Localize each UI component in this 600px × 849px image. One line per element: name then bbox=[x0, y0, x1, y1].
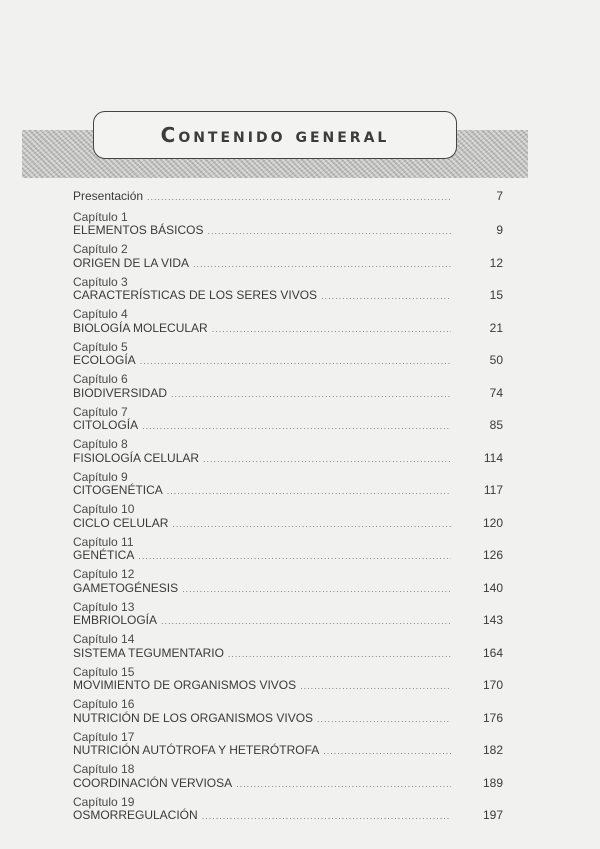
dot-leader bbox=[228, 648, 451, 662]
page-number: 9 bbox=[496, 223, 503, 237]
chapter-label: Capítulo 2 bbox=[73, 242, 128, 256]
dot-leader bbox=[236, 778, 451, 792]
page-number: 197 bbox=[482, 808, 503, 822]
chapter-label: Capítulo 13 bbox=[73, 599, 135, 614]
entry-title: CARACTERÍSTICAS DE LOS SERES VIVOS bbox=[73, 288, 318, 302]
toc-entry bbox=[73, 438, 503, 466]
page-number: 164 bbox=[482, 645, 503, 660]
page-number: 12 bbox=[489, 255, 503, 270]
entry-title: COORDINACIÓN VERVIOSA bbox=[73, 775, 233, 790]
page-number: 117 bbox=[483, 483, 503, 497]
toc-entry bbox=[73, 796, 503, 824]
title-box bbox=[93, 111, 457, 159]
toc-entry bbox=[73, 666, 503, 694]
entry-title: Presentación bbox=[73, 189, 144, 203]
dot-leader bbox=[161, 615, 451, 629]
toc-entry bbox=[73, 308, 503, 336]
dot-leader bbox=[167, 485, 451, 499]
dot-leader bbox=[147, 191, 451, 205]
entry-title: GENÉTICA bbox=[73, 548, 135, 562]
dot-leader bbox=[142, 420, 451, 434]
chapter-label: Capítulo 14 bbox=[73, 632, 135, 646]
toc-entry bbox=[73, 698, 503, 726]
dot-leader bbox=[321, 290, 451, 304]
entry-title: CITOGENÉTICA bbox=[73, 483, 163, 497]
dot-leader bbox=[202, 810, 451, 824]
chapter-label: Capítulo 15 bbox=[73, 664, 135, 679]
toc-entry bbox=[73, 601, 503, 629]
toc-entry bbox=[73, 373, 503, 401]
entry-title: FISIOLOGÍA CELULAR bbox=[73, 450, 200, 465]
dot-leader bbox=[203, 453, 451, 467]
chapter-label: Capítulo 19 bbox=[73, 794, 135, 809]
dot-leader bbox=[182, 583, 451, 597]
entry-title: SISTEMA TEGUMENTARIO bbox=[73, 645, 224, 660]
dot-leader bbox=[193, 258, 451, 272]
entry-title: CITOLOGÍA bbox=[73, 418, 139, 432]
entry-title: NUTRICIÓN DE LOS ORGANISMOS VIVOS bbox=[73, 710, 314, 725]
entry-title: NUTRICIÓN AUTÓTROFA Y HETERÓTROFA bbox=[73, 743, 320, 757]
page-number: 74 bbox=[489, 385, 503, 400]
entry-title: BIOLOGÍA MOLECULAR bbox=[73, 320, 208, 335]
chapter-label: Capítulo 11 bbox=[73, 534, 134, 549]
page-number: 143 bbox=[482, 613, 503, 627]
toc-entry bbox=[73, 211, 503, 239]
page-number: 21 bbox=[489, 320, 503, 335]
toc-entry bbox=[73, 633, 503, 661]
page-number: 7 bbox=[496, 189, 503, 203]
toc-entry bbox=[73, 406, 503, 434]
toc-entry bbox=[73, 190, 503, 205]
dot-leader bbox=[300, 680, 451, 694]
entry-title: MOVIMIENTO DE ORGANISMOS VIVOS bbox=[73, 678, 297, 692]
dot-leader bbox=[323, 745, 451, 759]
page-number: 120 bbox=[482, 515, 503, 530]
page-number: 15 bbox=[489, 288, 503, 302]
toc-entry bbox=[73, 471, 503, 499]
chapter-label: Capítulo 16 bbox=[73, 697, 135, 711]
chapter-label: Capítulo 5 bbox=[73, 339, 128, 354]
dot-leader bbox=[172, 518, 451, 532]
dot-leader bbox=[212, 323, 451, 337]
chapter-label: Capítulo 12 bbox=[73, 567, 135, 581]
entry-title: ELEMENTOS BÁSICOS bbox=[73, 223, 204, 237]
table-of-contents bbox=[73, 190, 503, 828]
toc-entry bbox=[73, 731, 503, 759]
entry-title: ORIGEN DE LA VIDA bbox=[73, 255, 190, 270]
chapter-label: Capítulo 1 bbox=[73, 209, 128, 224]
chapter-label: Capítulo 3 bbox=[73, 274, 128, 289]
chapter-label: Capítulo 10 bbox=[73, 502, 135, 516]
dot-leader bbox=[207, 225, 451, 239]
toc-entry bbox=[73, 568, 503, 596]
page-number: 114 bbox=[483, 450, 503, 465]
toc-entry bbox=[73, 763, 503, 791]
page-number: 170 bbox=[482, 678, 503, 692]
dot-leader bbox=[171, 388, 451, 402]
toc-entry bbox=[73, 341, 503, 369]
toc-entry bbox=[73, 276, 503, 304]
toc-entry bbox=[73, 536, 503, 564]
page-number: 85 bbox=[489, 418, 503, 432]
entry-title: ECOLOGÍA bbox=[73, 353, 136, 367]
entry-title: GAMETOGÉNESIS bbox=[73, 580, 179, 595]
page-number: 50 bbox=[489, 353, 503, 367]
dot-leader bbox=[140, 355, 451, 369]
page-number: 189 bbox=[482, 775, 503, 790]
chapter-label: Capítulo 8 bbox=[73, 437, 128, 451]
chapter-label: Capítulo 6 bbox=[73, 372, 128, 386]
page-title: Contenido general bbox=[160, 123, 390, 147]
chapter-label: Capítulo 7 bbox=[73, 404, 128, 419]
page-number: 126 bbox=[482, 548, 503, 562]
dot-leader bbox=[138, 550, 451, 564]
dot-leader bbox=[317, 713, 451, 727]
entry-title: BIODIVERSIDAD bbox=[73, 385, 168, 400]
toc-entry bbox=[73, 503, 503, 531]
chapter-label: Capítulo 4 bbox=[73, 307, 128, 321]
entry-title: OSMORREGULACIÓN bbox=[73, 808, 198, 822]
entry-title: CICLO CELULAR bbox=[73, 515, 169, 530]
entry-title: EMBRIOLOGÍA bbox=[73, 613, 158, 627]
page-number: 182 bbox=[482, 743, 503, 757]
page-number: 176 bbox=[482, 710, 503, 725]
chapter-label: Capítulo 18 bbox=[73, 762, 135, 776]
chapter-label: Capítulo 9 bbox=[73, 469, 128, 484]
page-number: 140 bbox=[482, 580, 503, 595]
chapter-label: Capítulo 17 bbox=[73, 729, 135, 744]
toc-entry bbox=[73, 243, 503, 271]
